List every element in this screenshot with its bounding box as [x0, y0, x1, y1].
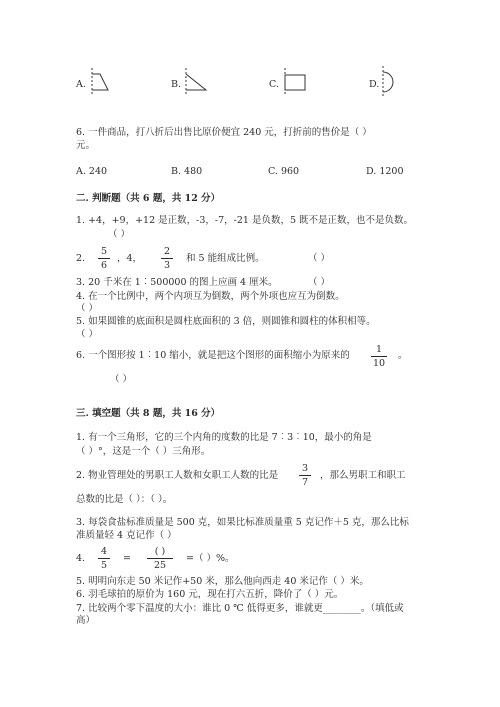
option-b-label: B.: [171, 79, 182, 90]
section3-heading: 三. 填空题（共 8 题，共 16 分）: [76, 408, 221, 419]
option-d-label: D.: [369, 79, 380, 90]
s3-q5-text: 5. 明明向东走 50 米记作+50 米，那么他向西走 40 米记作（ ）米。: [76, 576, 369, 587]
s2-q6-paren: （ ）: [110, 374, 133, 385]
section2-heading: 二. 判断题（共 6 题，共 12 分）: [76, 193, 221, 204]
q6-option-d: D. 1200: [366, 166, 404, 177]
s3-q3-line1: 3. 每袋食盐标准质量是 500 克，如果比标准质量重 5 克记作＋5 克，那么比标: [76, 517, 409, 528]
s2-q6-end: 。: [398, 350, 408, 361]
s2-q2-fraction-2: 2 3: [160, 246, 174, 271]
triangle-icon: [182, 66, 210, 98]
s3-q4-eq2: =（ ）%。: [186, 553, 235, 564]
s3-q2-fraction: 3 7: [298, 463, 312, 488]
s2-q4-text: 4. 在一个比例中，两个内项互为倒数，两个外项也应互为倒数。: [76, 291, 345, 302]
s2-q2-suffix: 和 5 能组成比例。: [186, 253, 265, 264]
s2-q1-line1: 1. +4，+9，+12 是正数，-3，-7，-21 是负数，5 既不是正数，也不是负数。: [76, 215, 414, 226]
option-a-label: A.: [76, 79, 86, 90]
s3-q4-prefix: 4.: [76, 553, 86, 564]
s2-q6-fraction: 1 10: [372, 344, 386, 369]
s3-q2-line1-end: ，那么男职工和职工: [320, 470, 406, 481]
s2-q5-paren: （ ）: [76, 329, 99, 340]
s2-q1-paren: （ ）: [108, 229, 131, 240]
s2-q5-text: 5. 如果圆锥的底面积是圆柱底面积的 3 倍，则圆锥和圆柱的体积相等。: [76, 316, 376, 327]
s2-q4-paren: （ ）: [76, 303, 99, 314]
q6-option-c: C. 960: [268, 166, 300, 177]
s3-q4-fraction-1: 4 5: [97, 546, 111, 571]
s2-q2-paren: （ ）: [308, 253, 331, 264]
s3-q6-text: 6. 羽毛球拍的原价为 160 元，现在打六五折，降价了（ ）元。: [76, 589, 344, 600]
q6-option-a: A. 240: [76, 166, 108, 177]
s3-q1-line2: （ ）°，这是一个（ ）三角形。: [76, 446, 211, 457]
s3-q4-fraction-2: ( ) 25: [146, 546, 174, 571]
s2-q2-mid: ，4，: [117, 253, 143, 264]
s2-q3-paren: （ ）: [308, 277, 331, 288]
s3-q2-line1: 2. 物业管理处的男职工人数和女职工人数的比是: [76, 470, 279, 481]
s3-q4-eq1: =: [123, 553, 131, 564]
s3-q7-line1: 7. 比较两个零下温度的大小：谁比 0 ℃ 低得更多，谁就更________。（填低或: [76, 603, 404, 614]
s3-q3-line2: 准质量轻 4 克记作（ ）: [76, 530, 177, 541]
s2-q6-text: 6. 一个图形按 1︰10 缩小，就是把这个图形的面积缩小为原来的: [76, 350, 350, 361]
s3-q7-line2: 高）: [76, 615, 96, 626]
semicircle-icon: [379, 64, 403, 100]
rectangle-icon: [281, 66, 309, 98]
q6-text-line2: 元。: [76, 140, 96, 151]
q6-text-line1: 6. 一件商品，打八折后出售比原价便宜 240 元，打折前的售价是（ ）: [76, 127, 372, 138]
s3-q2-line2: 总数的比是（ ）：（ ）。: [76, 494, 173, 505]
s3-q1-line1: 1. 有一个三角形，它的三个内角的度数的比是 7︰3︰10，最小的角是: [76, 432, 372, 443]
trapezoid-quarter-icon: [88, 66, 110, 98]
option-c-label: C.: [269, 79, 279, 90]
s2-q2-prefix: 2.: [76, 253, 86, 264]
s2-q3-text: 3. 20 千米在 1︰500000 的图上应画 4 厘米。: [76, 277, 278, 288]
q6-option-b: B. 480: [171, 166, 203, 177]
s2-q2-fraction-1: 5 6: [97, 246, 111, 271]
